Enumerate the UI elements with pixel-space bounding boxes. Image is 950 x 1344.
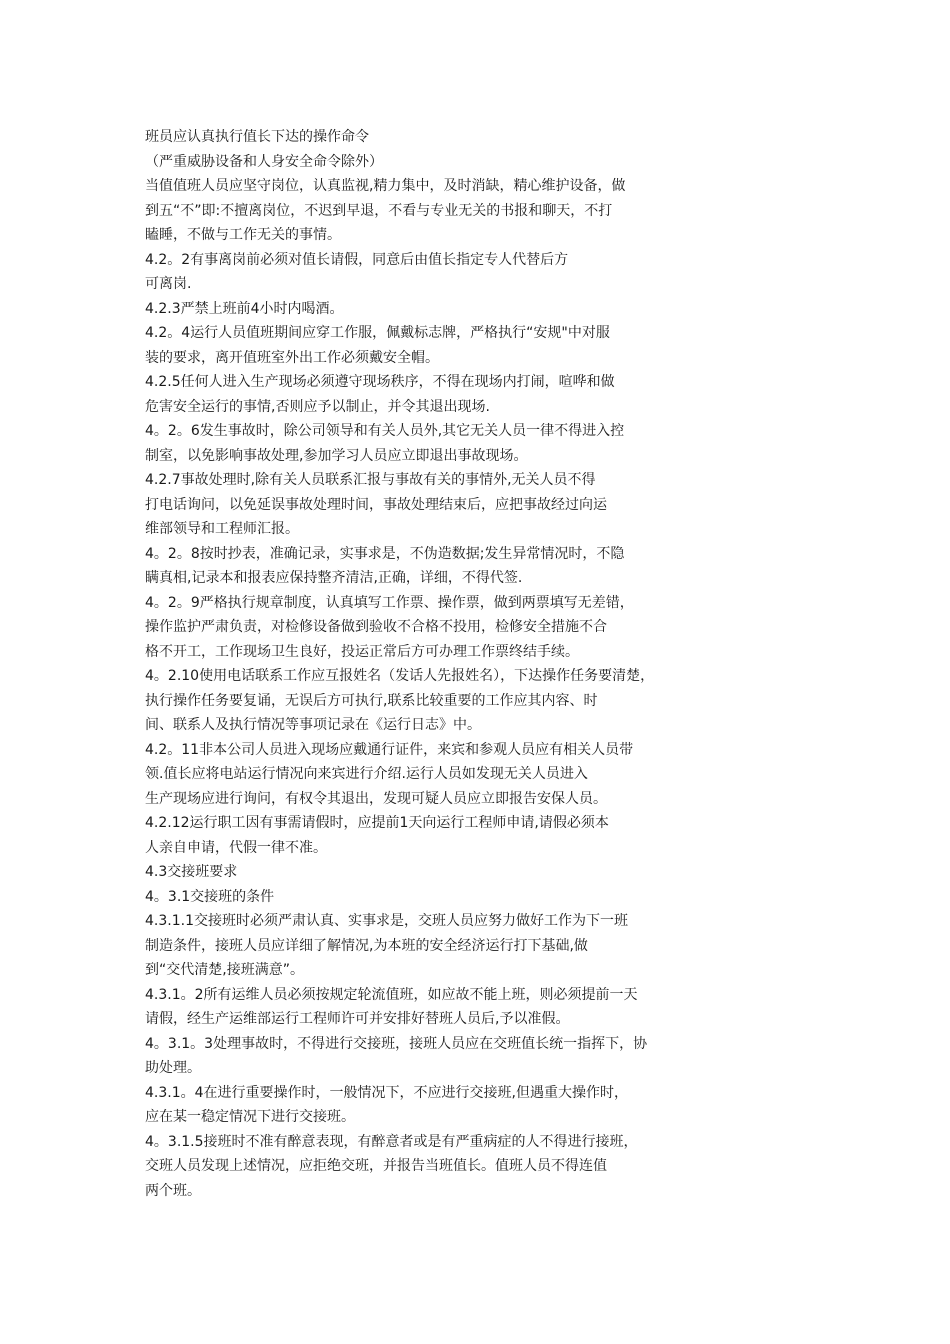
- text-line: 4.2.3严禁上班前4小时内喝酒。: [145, 300, 344, 317]
- text-line: 执行操作任务要复诵，无误后方可执行,联系比较重要的工作应其内容、时: [145, 692, 598, 709]
- text-line: 4.2。2有事离岗前必须对值长请假，同意后由值长指定专人代替后方: [145, 251, 569, 268]
- text-line: 维部领导和工程师汇报。: [145, 521, 299, 537]
- text-line: 打电话询问，以免延误事故处理时间，事故处理结束后，应把事故经过向运: [145, 496, 607, 513]
- text-line: 制室，以免影响事故处理,参加学习人员应立即退出事故现场。: [145, 447, 528, 464]
- text-line: 生产现场应进行询问，有权令其退出，发现可疑人员应立即报告安保人员。: [145, 790, 607, 807]
- text-line: 4.2。11非本公司人员进入现场应戴通行证件，来宾和参观人员应有相关人员带: [145, 741, 634, 758]
- text-line: 制造条件，接班人员应详细了解情况,为本班的安全经济运行打下基础,做: [145, 937, 588, 954]
- section-heading: 4.3交接班要求: [145, 864, 238, 880]
- text-line: 可离岗.: [145, 276, 192, 292]
- subsection-heading: 4。3.1交接班的条件: [145, 888, 275, 905]
- text-line: 4。2。9严格执行规章制度，认真填写工作票、操作票，做到两票填写无差错，: [145, 594, 634, 611]
- text-line: 到五“不”即:不擅离岗位，不迟到早退，不看与专业无关的书报和聊天，不打: [145, 202, 613, 219]
- text-line: 助处理。: [145, 1060, 201, 1076]
- text-line: 间、联系人及执行情况等事项记录在《运行日志》中。: [145, 717, 481, 733]
- text-line: 请假，经生产运维部运行工程师许可并安排好替班人员后,予以准假。: [145, 1011, 570, 1027]
- text-line: 4.2.12运行职工因有事需请假时，应提前1天向运行工程师申请,请假必须本: [145, 815, 609, 831]
- text-line: 人亲自申请，代假一律不准。: [145, 839, 327, 856]
- document-body: [145, 125, 785, 1203]
- text-line: 操作监护严肃负责，对检修设备做到验收不合格不投用，检修安全措施不合: [145, 619, 607, 635]
- text-line: 4.2.7事故处理时,除有关人员联系汇报与事故有关的事情外,无关人员不得: [145, 472, 596, 488]
- text-line: 4.3.1.1交接班时必须严肃认真、实事求是，交班人员应努力做好工作为下一班: [145, 913, 628, 929]
- text-line: 两个班。: [145, 1182, 201, 1199]
- text-line: （严重威胁设备和人身安全命令除外）: [145, 153, 383, 170]
- text-line: 4.2。4运行人员值班期间应穿工作服，佩戴标志牌，严格执行“安规"中对服: [145, 325, 610, 341]
- text-line: 当值值班人员应坚守岗位，认真监视,精力集中，及时消缺，精心维护设备，做: [145, 178, 626, 194]
- text-line: 应在某一稳定情况下进行交接班。: [145, 1109, 355, 1125]
- text-line: 4。2。6发生事故时，除公司领导和有关人员外,其它无关人员一律不得进入控: [145, 423, 625, 439]
- text-line: 4。3.1。3处理事故时，不得进行交接班，接班人员应在交班值长统一指挥下，协: [145, 1035, 648, 1052]
- text-line: 班员应认真执行值长下达的操作命令: [145, 129, 369, 145]
- text-line: 4。2.10使用电话联系工作应互报姓名（发话人先报姓名），下达操作任务要清楚，: [145, 668, 655, 684]
- text-line: 装的要求，离开值班室外出工作必须戴安全帽。: [145, 349, 439, 366]
- text-line: 瞌睡，不做与工作无关的事情。: [145, 227, 341, 243]
- text-line: 危害安全运行的事情,否则应予以制止，并令其退出现场.: [145, 398, 490, 415]
- text-line: 领.值长应将电站运行情况向来宾进行介绍.运行人员如发现无关人员进入: [145, 766, 588, 782]
- text-line: 4.2.5任何人进入生产现场必须遵守现场秩序，不得在现场内打闹，喧哗和做: [145, 374, 615, 390]
- text-line: 4.3.1。2所有运维人员必须按规定轮流值班，如应故不能上班，则必须提前一天: [145, 986, 638, 1003]
- text-line: 4.3.1。4在进行重要操作时，一般情况下，不应进行交接班,但遇重大操作时，: [145, 1084, 628, 1101]
- text-line: 瞒真相,记录本和报表应保持整齐清洁,正确，详细，不得代签.: [145, 570, 523, 586]
- text-line: 4。3.1.5接班时不准有醉意表现，有醉意者或是有严重病症的人不得进行接班，: [145, 1133, 638, 1150]
- text-line: 交班人员发现上述情况，应拒绝交班，并报告当班值长。值班人员不得连值: [145, 1158, 607, 1174]
- text-line: 格不开工，工作现场卫生良好，投运正常后方可办理工作票终结手续。: [145, 643, 579, 660]
- text-line: 4。2。8按时抄表，准确记录，实事求是，不伪造数据;发生异常情况时，不隐: [145, 545, 625, 562]
- text-line: 到“交代清楚,接班满意”。: [145, 962, 304, 978]
